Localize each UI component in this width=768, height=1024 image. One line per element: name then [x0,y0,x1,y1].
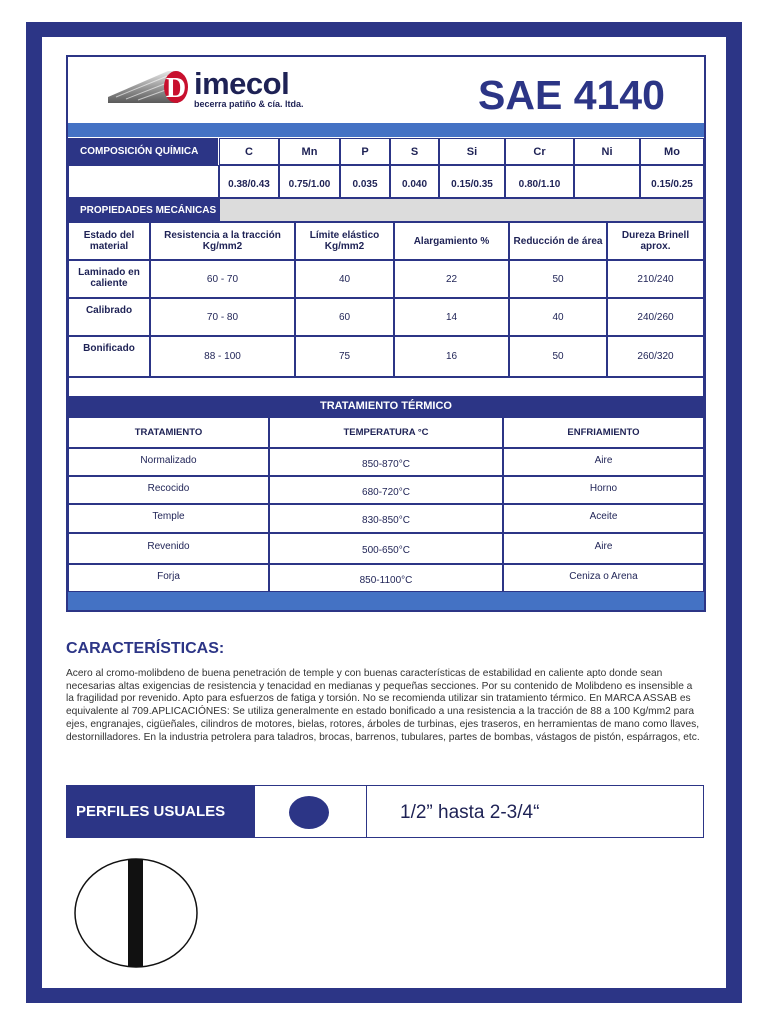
logo-name: imecol [194,66,290,101]
mechanical-cell: 60 [295,298,394,336]
mechanical-cell: 50 [509,260,607,298]
profiles-label: PERFILES USUALES [67,786,254,837]
composition-element: Mn [279,138,340,165]
composition-value: 0.040 [390,165,439,198]
characteristics-title: CARACTERÍSTICAS: [66,640,225,657]
composition-value: 0.75/1.00 [279,165,340,198]
thermal-cell: Recocido [68,476,269,504]
thermal-footer-band [68,592,704,610]
mechanical-cell: 240/260 [607,298,704,336]
thermal-label: TRATAMIENTO TÉRMICO [320,400,452,412]
thermal-header: ENFRIAMIENTO [503,417,704,448]
composition-value: 0.15/0.35 [439,165,505,198]
composition-element: Ni [574,138,640,165]
page-title: SAE 4140 [478,72,665,118]
material-state: Laminado en caliente [68,260,150,298]
characteristics-text: Acero al cromo-molibdeno de buena penetración de temple y con buenas características de estabilidad en caliente apto donde sean necesarias altas exigencias de resistencia y tenacidad en medianas y pequeñas secciones. Por su contenido de Molibdeno es insensible a la fragilidad por revenido. Apto para esfuerzos de fatiga y torsión. No se recomienda utilizar sin tratamiento térmico. En MARCA ASSAB es equivalente al 709.APLICACIÓNES: Se utiliza generalmente en estado bonificado a una resistencia a la tracción de 88 a 100 Kg/mm2 para ejes, engranajes, cigüeñales, cilindros de motores, bielas, rotores, árboles de turbinas, ejes traseros, en herramientas de mano como llaves, destornilladores. En la industria petrolera para taladros, brocas, barrenos, tubulares, partes de bombas, vástagos de pistón, espárragos, etc. [66,668,700,743]
header-band [68,123,704,137]
material-state: Calibrado [68,298,150,336]
thermal-cell: Horno [503,476,704,504]
mechanical-cell: 50 [509,336,607,377]
mechanical-header: Alargamiento % [394,222,509,260]
profiles-divider-2 [366,786,367,837]
mechanical-cell: 40 [509,298,607,336]
mechanical-cell: 16 [394,336,509,377]
thermal-cell: Revenido [68,533,269,564]
mechanical-cell: 70 - 80 [150,298,295,336]
composition-element: C [219,138,279,165]
mechanical-cell: 88 - 100 [150,336,295,377]
mechanical-cell: 40 [295,260,394,298]
thermal-cell: Aire [503,448,704,476]
thermal-header: TEMPERATURA °C [269,417,503,448]
profiles-divider-1 [254,786,255,837]
mechanical-cell: 260/320 [607,336,704,377]
material-state: Bonificado [68,336,150,377]
composition-element: Mo [640,138,704,165]
mechanical-header: Estado del material [68,222,150,260]
round-bar-drawing-icon [72,855,202,970]
mechanical-spacer [68,377,704,397]
mechanical-label-fill [219,198,704,222]
composition-value [574,165,640,198]
logo-subtitle: becerra patiño & cía. ltda. [194,99,304,109]
composition-label: COMPOSICIÓN QUÍMICA [68,138,218,165]
composition-value: 0.80/1.10 [505,165,574,198]
composition-element: Si [439,138,505,165]
thermal-cell: 850-870°C [269,448,503,476]
composition-value: 0.38/0.43 [219,165,279,198]
thermal-cell: Normalizado [68,448,269,476]
thermal-cell: Aceite [503,504,704,533]
composition-value: 0.15/0.25 [640,165,704,198]
composition-element: P [340,138,390,165]
thermal-cell: Ceniza o Arena [503,564,704,592]
thermal-cell: 680-720°C [269,476,503,504]
mechanical-cell: 60 - 70 [150,260,295,298]
composition-element: Cr [505,138,574,165]
round-profile-icon [289,796,329,829]
thermal-cell: Aire [503,533,704,564]
mechanical-header: Dureza Brinell aprox. [607,222,704,260]
composition-element: S [390,138,439,165]
thermal-header: TRATAMIENTO [68,417,269,448]
mechanical-cell: 22 [394,260,509,298]
mechanical-label: PROPIEDADES MECÁNICAS [68,198,219,222]
thermal-cell: Temple [68,504,269,533]
mechanical-header: Resistencia a la tracción Kg/mm2 [150,222,295,260]
composition-value: 0.035 [340,165,390,198]
mechanical-header: Reducción de área [509,222,607,260]
mechanical-cell: 75 [295,336,394,377]
mechanical-cell: 210/240 [607,260,704,298]
composition-empty-cell [68,165,219,198]
mechanical-header: Límite elástico Kg/mm2 [295,222,394,260]
thermal-cell: 830-850°C [269,504,503,533]
thermal-cell: 850-1100°C [269,564,503,592]
logo-initial: D [165,73,187,103]
logo-bar-icon [106,67,190,103]
thermal-cell: Forja [68,564,269,592]
thermal-cell: 500-650°C [269,533,503,564]
mechanical-cell: 14 [394,298,509,336]
profiles-range: 1/2” hasta 2-3/4“ [400,802,540,823]
